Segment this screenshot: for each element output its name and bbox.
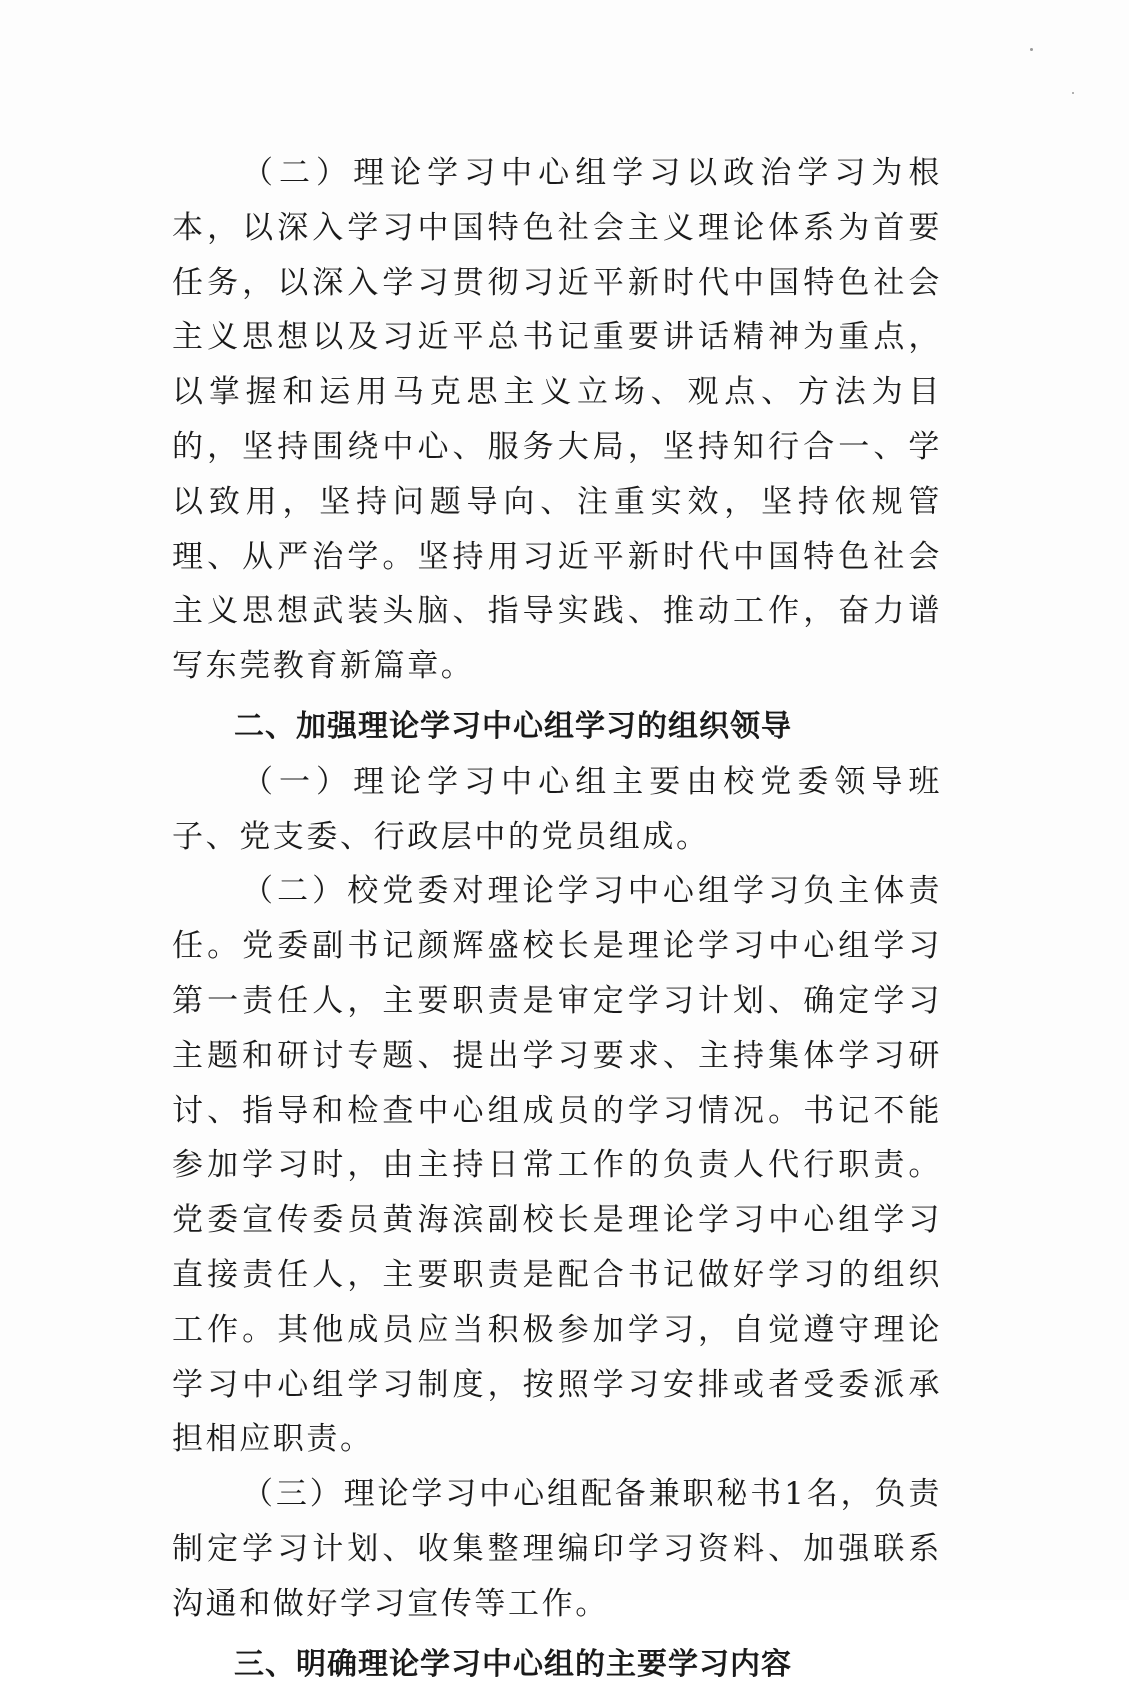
paragraph-secretary: （三）理论学习中心组配备兼职秘书1名，负责制定学习计划、收集整理编印学习资料、加强联系沟通和做好学习宣传等工作。 xyxy=(172,1476,942,1622)
section-heading-content: 三、明确理论学习中心组的主要学习内容 xyxy=(234,1646,792,1682)
document-body xyxy=(172,146,942,1692)
paragraph-responsibility: （二）校党委对理论学习中心组学习负主体责任。党委副书记颜辉盛校长是理论学习中心组学习第一责任人，主要职责是审定学习计划、确定学习主题和研讨专题、提出学习要求、主持集体学习研讨、指导和检查中心组成员的学习情况。书记不能参加学习时，由主持日常工作的负责人代行职责。党委宣传委员黄海滨副校长是理论学习中心组学习直接责任人，主要职责是配合书记做好学习的组织工作。其他成员应当积极参加学习，自觉遵守理论学习中心组学习制度，按照学习安排或者受委派承担相应职责。 xyxy=(172,873,942,1458)
scan-speck xyxy=(1072,92,1074,94)
paragraph-guiding-principle: （二）理论学习中心组学习以政治学习为根本，以深入学习中国特色社会主义理论体系为首要任务，以深入学习贯彻习近平新时代中国特色社会主义思想以及习近平总书记重要讲话精神为重点，以掌握和运用马克思主义立场、观点、方法为目的，坚持围绕中心、服务大局，坚持知行合一、学以致用，坚持问题导向、注重实效，坚持依规管理、从严治学。坚持用习近平新时代中国特色社会主义思想武装头脑、指导实践、推动工作，奋力谱写东莞教育新篇章。 xyxy=(172,155,942,685)
scan-speck xyxy=(1030,48,1033,51)
paragraph-membership: （一）理论学习中心组主要由校党委领导班子、党支委、行政层中的党员组成。 xyxy=(172,763,942,855)
section-heading-organization: 二、加强理论学习中心组学习的组织领导 xyxy=(234,708,792,744)
